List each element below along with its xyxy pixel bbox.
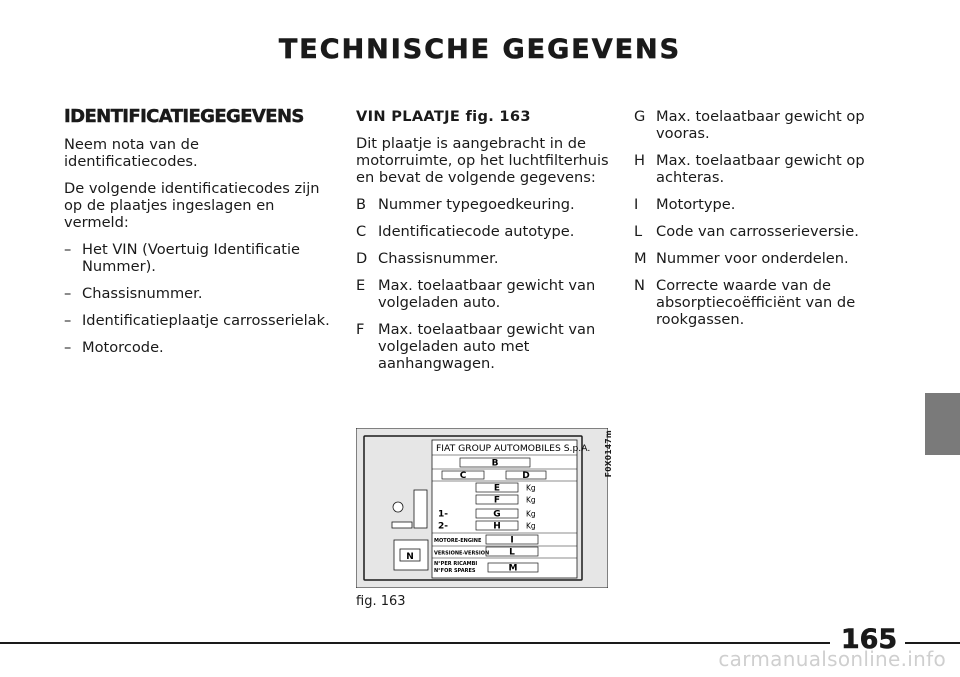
section-heading: IDENTIFICATIEGEGEVENS xyxy=(64,106,304,127)
legend-text: Correcte waarde van de absorptiecoëfficiënt van de rookgassen. xyxy=(656,277,856,328)
figure-code: F0X0147m xyxy=(604,430,613,478)
legend-letter: F xyxy=(356,321,365,338)
legend-letter: C xyxy=(356,223,367,240)
list-item xyxy=(634,196,904,213)
label-e: E xyxy=(493,483,501,494)
list-item xyxy=(356,277,618,311)
screw-hole-left xyxy=(393,502,403,512)
dash-bullet: – xyxy=(64,241,72,258)
list-item xyxy=(356,223,618,240)
watermark: carmanualsonline.info xyxy=(718,647,946,671)
list-item-text: Chassisnummer. xyxy=(82,285,203,302)
unit-kg: Kg xyxy=(526,509,536,519)
paragraph-codes: De volgende identificatiecodes zijn op de plaatjes ingeslagen en vermeld: xyxy=(64,180,320,231)
label-c: C xyxy=(459,471,467,481)
legend-letter: B xyxy=(356,196,367,213)
vin-plate-heading: VIN PLAATJE fig. 163 xyxy=(356,108,531,125)
legend-text: Max. toelaatbaar gewicht op achteras. xyxy=(656,152,865,186)
legend-text: Max. toelaatbaar gewicht van volgeladen auto met aanhangwagen. xyxy=(378,321,596,372)
list-item-text: Het VIN (Voertuig Identificatie Nummer). xyxy=(82,241,301,275)
unit-kg: Kg xyxy=(526,495,536,505)
vin-plate-figure xyxy=(356,428,608,588)
legend-letter: G xyxy=(634,108,646,125)
legend-list-middle xyxy=(356,196,618,372)
dash-bullet: – xyxy=(64,339,72,356)
legend-text: Max. toelaatbaar gewicht op vooras. xyxy=(656,108,865,142)
label-b: B xyxy=(491,458,499,469)
list-item xyxy=(634,250,904,267)
chapter-tab xyxy=(925,393,960,455)
legend-text: Chassisnummer. xyxy=(378,250,499,267)
legend-letter: D xyxy=(356,250,368,267)
axle-1-label: 1- xyxy=(438,509,448,520)
list-item xyxy=(64,312,334,329)
page-number: 165 xyxy=(840,624,898,655)
label-h: H xyxy=(493,521,501,532)
list-item xyxy=(64,285,334,302)
footer-rule-left xyxy=(0,642,830,644)
list-item xyxy=(634,277,904,328)
paragraph-intro: Dit plaatje is aangebracht in de motorruimte, op het luchtfilterhuis en bevat de volgende gegevens: xyxy=(356,135,609,186)
legend-text: Max. toelaatbaar gewicht van volgeladen auto. xyxy=(378,277,596,311)
legend-text: Nummer typegoedkeuring. xyxy=(378,196,575,213)
legend-text: Motortype. xyxy=(656,196,736,213)
label-i: I xyxy=(510,535,514,546)
list-item xyxy=(356,321,618,372)
list-item xyxy=(634,223,904,240)
list-item xyxy=(356,196,618,213)
figure-caption: fig. 163 xyxy=(356,594,406,609)
dash-bullet: – xyxy=(64,312,72,329)
list-item-text: Motorcode. xyxy=(82,339,164,356)
legend-letter: L xyxy=(634,223,643,240)
legend-text: Nummer voor onderdelen. xyxy=(656,250,849,267)
right-column xyxy=(634,108,904,338)
legend-letter: M xyxy=(634,250,647,267)
legend-list-right xyxy=(634,108,904,328)
label-n: N xyxy=(406,552,414,562)
label-f: F xyxy=(493,495,501,506)
legend-letter: N xyxy=(634,277,645,294)
label-d: D xyxy=(522,471,530,481)
list-item xyxy=(356,250,618,267)
code-list xyxy=(64,241,334,356)
plate-title: FIAT GROUP AUTOMOBILES S.p.A. xyxy=(436,443,591,454)
middle-column xyxy=(356,108,618,382)
paragraph-note: Neem nota van de identificatiecodes. xyxy=(64,136,199,170)
list-item xyxy=(634,152,904,186)
legend-letter: E xyxy=(356,277,366,294)
list-item xyxy=(634,108,904,142)
legend-letter: I xyxy=(634,196,639,213)
label-l: L xyxy=(509,547,515,558)
left-column xyxy=(64,108,334,366)
list-item-text: Identificatieplaatje carrosserielak. xyxy=(82,312,330,329)
versione-version-label: VERSIONE-VERSION xyxy=(434,550,490,557)
page-title: TECHNISCHE GEGEVENS xyxy=(278,34,682,65)
list-item xyxy=(64,241,334,275)
per-ricambi-label: N°PER RICAMBI xyxy=(434,561,478,567)
legend-text: Code van carrosserieversie. xyxy=(656,223,859,240)
unit-kg: Kg xyxy=(526,521,536,531)
footer-rule-right xyxy=(905,642,960,644)
axle-2-label: 2- xyxy=(438,521,448,532)
unit-kg: Kg xyxy=(526,483,536,493)
motore-engine-label: MOTORE-ENGINE xyxy=(434,538,482,544)
for-spares-label: N°FOR SPARES xyxy=(434,568,476,574)
label-g: G xyxy=(493,509,501,520)
dash-bullet: – xyxy=(64,285,72,302)
legend-letter: H xyxy=(634,152,645,169)
legend-text: Identificatiecode autotype. xyxy=(378,223,575,240)
list-item xyxy=(64,339,334,356)
label-m: M xyxy=(508,563,518,574)
